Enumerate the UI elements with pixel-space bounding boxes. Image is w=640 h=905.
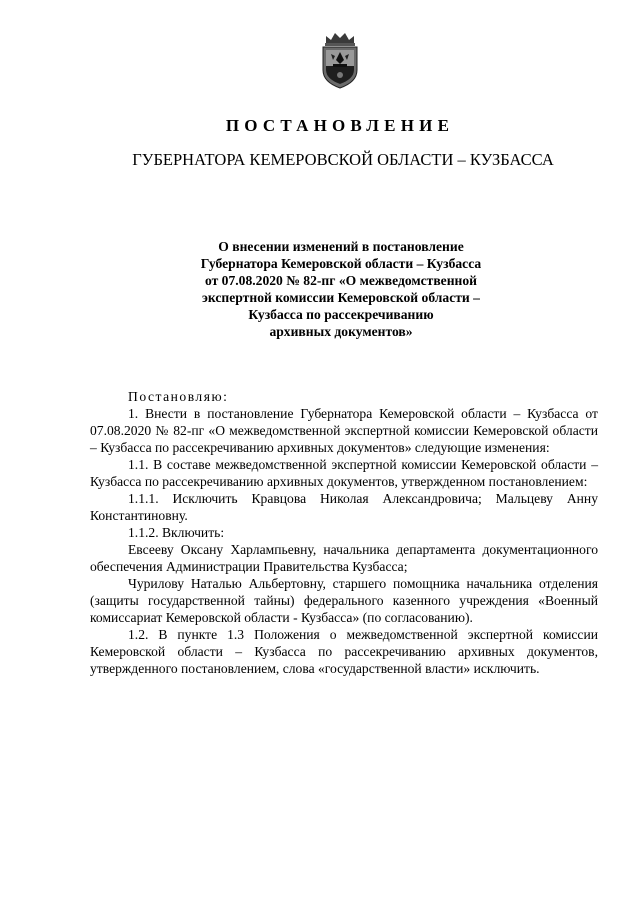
paragraph-1-1-2: 1.1.2. Включить: (128, 525, 225, 540)
subject-line: от 07.08.2020 № 82-пг «О межведомственной (204, 273, 477, 288)
member-2: Чурилову Наталью Альбертовну, старшего помощника начальника отделения (защиты государственной тайны) федерального казенного учреждения «Военный комиссариат Кемеровской области - Кузбасса» (по согласованию). (90, 576, 598, 625)
subject-line: Кузбасса по рассекречиванию (248, 307, 434, 322)
issuer-title: ГУБЕРНАТОРА КЕМЕРОВСКОЙ ОБЛАСТИ – КУЗБАССА (132, 150, 554, 169)
document-type-title: ПОСТАНОВЛЕНИЕ (225, 116, 455, 135)
paragraph-1-1: 1.1. В составе межведомственной экспертной комиссии Кемеровской области – Кузбасса по рассекречиванию архивных документов, утвержденном постановлением: (90, 457, 598, 489)
paragraph-1: 1. Внести в постановление Губернатора Кемеровской области – Кузбасса от 07.08.2020 № 82-пг «О межведомственной экспертной комиссии Кемеровской области – Кузбасса по рассекречиванию архивных документов» следующие изменения: (90, 406, 598, 455)
document-body (90, 388, 598, 677)
subject-line: О внесении изменений в постановление (218, 239, 464, 254)
paragraph-1-2: 1.2. В пункте 1.3 Положения о межведомственной экспертной комиссии Кемеровской области – Кузбасса по рассекречиванию архивных документов, утвержденного постановлением, слова «государственной власти» исключить. (90, 627, 598, 676)
subject-line: экспертной комиссии Кемеровской области – (202, 290, 480, 305)
subject-line: Губернатора Кемеровской области – Кузбасса (200, 256, 482, 271)
subject-line: архивных документов» (269, 324, 413, 339)
document-subject (150, 238, 532, 340)
paragraph-1-1-1: 1.1.1. Исключить Кравцова Николая Александровича; Мальцеву Анну Константиновну. (90, 491, 598, 523)
preamble: Постановляю: (128, 389, 229, 404)
coat-of-arms-icon (317, 30, 363, 92)
member-1: Евсееву Оксану Харлампьевну, начальника департамента документационного обеспечения Администрации Правительства Кузбасса; (90, 542, 598, 574)
